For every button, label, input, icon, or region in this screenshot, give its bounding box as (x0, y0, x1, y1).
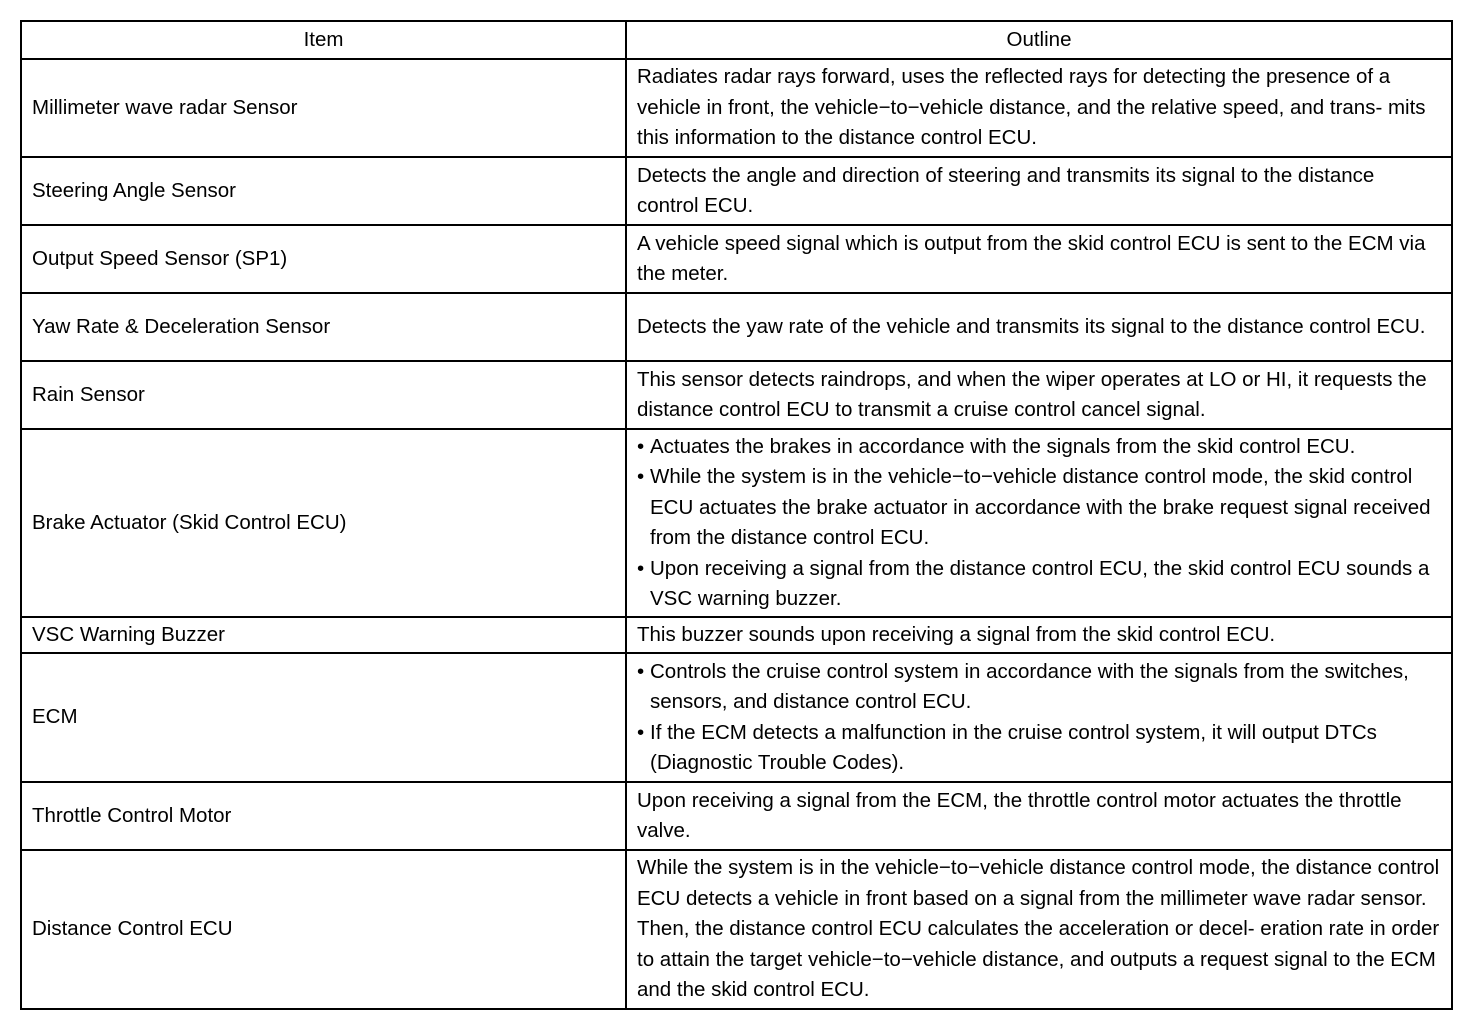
table-row (21, 617, 1452, 653)
table-row (21, 157, 1452, 225)
outline-cell: Radiates radar rays forward, uses the reflected rays for detecting the presence of a vehicle in front, the vehicle−to−vehicle distance, and the relative speed, and trans- mits this information to the distance control ECU. (626, 59, 1452, 157)
outline-cell: Detects the angle and direction of steering and transmits its signal to the distance control ECU. (626, 157, 1452, 225)
outline-cell: Upon receiving a signal from the ECM, the throttle control motor actuates the throttle valve. (626, 782, 1452, 850)
item-cell: Throttle Control Motor (21, 782, 626, 850)
outline-cell: This buzzer sounds upon receiving a signal from the skid control ECU. (626, 617, 1452, 653)
item-cell: ECM (21, 653, 626, 782)
table-row (21, 225, 1452, 293)
item-cell: Millimeter wave radar Sensor (21, 59, 626, 157)
item-cell: Steering Angle Sensor (21, 157, 626, 225)
table-row (21, 59, 1452, 157)
bullet-item: • Actuates the brakes in accordance with the signals from the skid control ECU. (637, 432, 1441, 463)
bullet-list (637, 657, 1441, 779)
bullet-item: • If the ECM detects a malfunction in the cruise control system, it will output DTCs (Diagnostic Trouble Codes). (637, 718, 1441, 779)
item-cell: Yaw Rate & Deceleration Sensor (21, 293, 626, 361)
bullet-item: • While the system is in the vehicle−to−vehicle distance control mode, the skid control ECU actuates the brake actuator in accordance with the brake request signal received from the distance control ECU. (637, 462, 1441, 554)
component-outline-table (20, 20, 1453, 1010)
outline-cell (626, 429, 1452, 617)
item-cell: VSC Warning Buzzer (21, 617, 626, 653)
item-cell: Rain Sensor (21, 361, 626, 429)
item-cell: Output Speed Sensor (SP1) (21, 225, 626, 293)
item-cell: Distance Control ECU (21, 850, 626, 1009)
bullet-item: • Upon receiving a signal from the distance control ECU, the skid control ECU sounds a VSC warning buzzer. (637, 554, 1441, 615)
outline-cell: A vehicle speed signal which is output from the skid control ECU is sent to the ECM via the meter. (626, 225, 1452, 293)
outline-cell: While the system is in the vehicle−to−vehicle distance control mode, the distance control ECU detects a vehicle in front based on a signal from the millimeter wave radar sensor. Then, the distance control ECU calculates the acceleration or decel- eration rate in order to attain the target vehicle−to−vehicle distance, and outputs a request signal to the ECM and the skid control ECU. (626, 850, 1452, 1009)
table-row (21, 293, 1452, 361)
outline-cell: This sensor detects raindrops, and when the wiper operates at LO or HI, it requests the distance control ECU to transmit a cruise control cancel signal. (626, 361, 1452, 429)
table-row (21, 361, 1452, 429)
column-header-item: Item (21, 21, 626, 59)
table-row (21, 429, 1452, 617)
table-row (21, 850, 1452, 1009)
outline-cell: Detects the yaw rate of the vehicle and transmits its signal to the distance control ECU. (626, 293, 1452, 361)
bullet-item: • Controls the cruise control system in accordance with the signals from the switches, sensors, and distance control ECU. (637, 657, 1441, 718)
item-cell: Brake Actuator (Skid Control ECU) (21, 429, 626, 617)
table-row (21, 653, 1452, 782)
table-row (21, 782, 1452, 850)
column-header-outline: Outline (626, 21, 1452, 59)
table-header-row (21, 21, 1452, 59)
bullet-list (637, 432, 1441, 615)
outline-cell (626, 653, 1452, 782)
